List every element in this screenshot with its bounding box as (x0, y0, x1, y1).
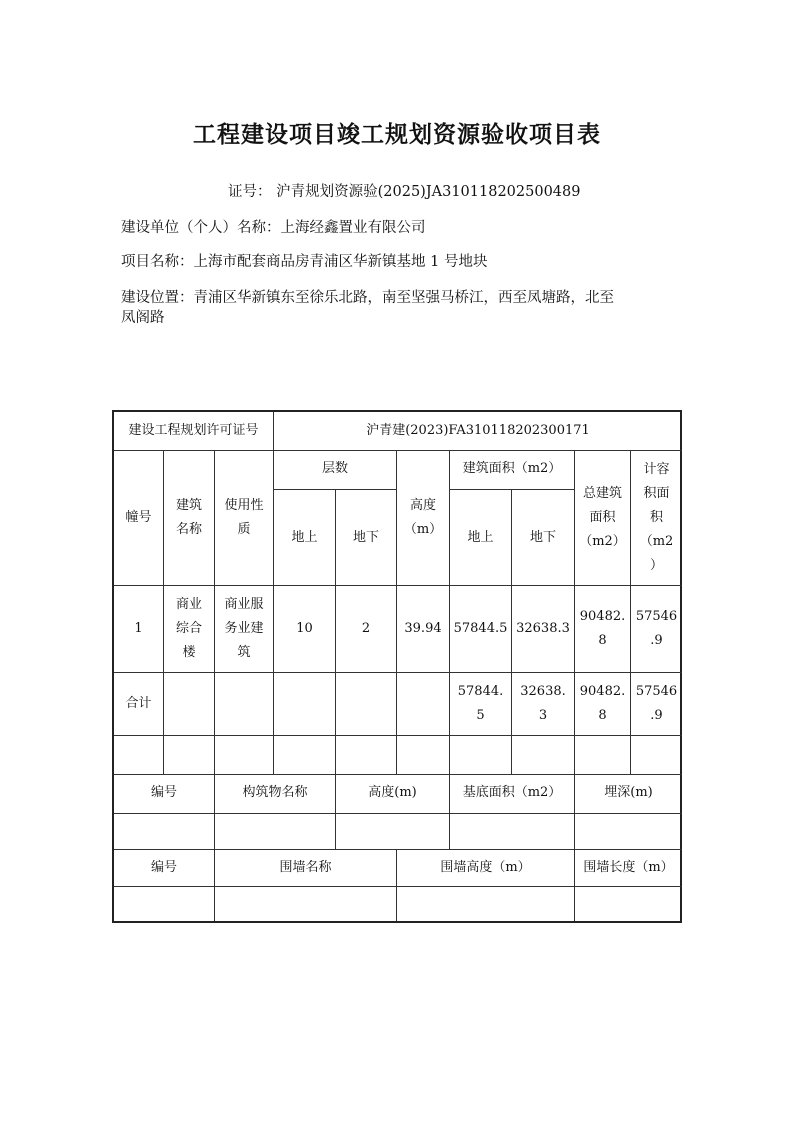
builder-name: 建设单位（个人）名称：上海经鑫置业有限公司 (121, 220, 426, 236)
row1-floors-below (336, 586, 397, 673)
structure-header-height-text: 高度(m) (368, 785, 417, 800)
blank-row-cell (274, 736, 336, 775)
structure-header-no (114, 775, 215, 814)
structure-header-name-text: 构筑物名称 (242, 785, 308, 800)
row1-total-area-text: 90482. 8 (579, 609, 626, 648)
row1-area-below (512, 586, 575, 673)
header-area-below (512, 490, 575, 586)
wall-header-length-text: 围墙长度（m） (583, 860, 674, 875)
permit-label: 建设工程规划许可证号 (128, 423, 259, 438)
wall-header-no-text: 编号 (150, 860, 177, 875)
permit-label-cell (114, 412, 274, 451)
row1-area-below-text: 32638.3 (516, 621, 570, 636)
header-floors-above (274, 490, 336, 586)
wall-header-height (397, 850, 575, 887)
wall-row-cell (397, 887, 575, 921)
header-total-area-text: 总建筑 面积 （m2） (579, 486, 626, 549)
header-floors-text: 层数 (321, 461, 348, 476)
blank-row-cell (215, 736, 274, 775)
wall-header-name (215, 850, 397, 887)
row1-far-area-text: 57546 .9 (635, 609, 678, 648)
location-line-2: 凤阁路 (121, 310, 165, 326)
row1-far-area (631, 586, 682, 673)
header-area-above (450, 490, 512, 586)
header-area-text: 建筑面积（m2） (462, 461, 562, 476)
row1-no-text: 1 (134, 621, 143, 636)
blank-row-cell (114, 736, 164, 775)
wall-header-name-text: 围墙名称 (279, 860, 332, 875)
blank-row-cell (336, 736, 397, 775)
blank-row-cell (450, 736, 512, 775)
total-empty-3 (274, 673, 336, 736)
header-floors-below-text: 地下 (352, 529, 379, 545)
blank-row-cell (164, 736, 215, 775)
permit-value: 沪青建(2023)FA310118202300171 (366, 423, 590, 438)
total-far-area (631, 673, 682, 736)
structure-header-no-text: 编号 (150, 785, 177, 800)
row1-floors-above (274, 586, 336, 673)
project-name: 项目名称：上海市配套商品房青浦区华新镇基地 1 号地块 (121, 254, 488, 270)
structure-row-cell (575, 814, 682, 850)
header-far-area (631, 451, 682, 586)
header-area-above-text: 地上 (467, 529, 494, 545)
row1-floors-below-text: 2 (361, 621, 371, 636)
header-floors-below (336, 490, 397, 586)
total-empty-4 (336, 673, 397, 736)
row1-use-text: 商业服 务业建 筑 (224, 597, 264, 660)
row1-height-text: 39.94 (404, 621, 442, 636)
header-area-below-text: 地下 (529, 529, 556, 545)
header-building-name (164, 451, 215, 586)
structure-header-depth-text: 埋深(m) (604, 785, 653, 800)
header-height-text: 高度 （m） (403, 498, 443, 537)
total-area-above (450, 673, 512, 736)
blank-row-cell (512, 736, 575, 775)
wall-row-cell (215, 887, 397, 921)
total-total-area-text: 90482. 8 (579, 684, 626, 723)
total-label-text: 合计 (125, 696, 152, 711)
structure-row-cell (336, 814, 450, 850)
wall-header-length (575, 850, 682, 887)
blank-row-cell (575, 736, 631, 775)
row1-area-above (450, 586, 512, 673)
total-empty-5 (397, 673, 450, 736)
wall-header-no (114, 850, 215, 887)
header-building-no (114, 451, 164, 586)
structure-header-base-area-text: 基底面积（m2） (462, 785, 562, 800)
wall-row-cell (575, 887, 682, 921)
blank-row-cell (397, 736, 450, 775)
total-label (114, 673, 164, 736)
total-far-area-text: 57546 .9 (635, 684, 678, 723)
structure-header-name (215, 775, 336, 814)
total-empty-1 (164, 673, 215, 736)
structure-row-cell (450, 814, 575, 850)
header-building-name-text: 建筑 名称 (175, 498, 202, 537)
total-area-below-text: 32638. 3 (520, 684, 566, 723)
header-total-area (575, 451, 631, 586)
wall-row-cell (114, 887, 215, 921)
header-height (397, 451, 450, 586)
total-area-below (512, 673, 575, 736)
certificate-number: 证号： 沪青规划资源验(2025)JA310118202500489 (228, 184, 581, 200)
blank-row-cell (631, 736, 682, 775)
total-total-area (575, 673, 631, 736)
header-building-no-text: 幢号 (125, 510, 152, 525)
total-empty-2 (215, 673, 274, 736)
header-floors-above-text: 地上 (291, 529, 318, 545)
row1-area-above-text: 57844.5 (453, 621, 508, 636)
permit-value-cell (274, 412, 682, 451)
row1-name-text: 商业 综合 楼 (175, 597, 202, 660)
structure-header-height (336, 775, 450, 814)
header-floors (274, 451, 397, 490)
row1-use (215, 586, 274, 673)
header-use (215, 451, 274, 586)
location-line-1: 建设位置：青浦区华新镇东至徐乐北路，南至坚强马桥江，西至凤塘路，北至 (121, 290, 614, 306)
structure-row-cell (114, 814, 215, 850)
acceptance-table (112, 410, 682, 923)
page-title: 工程建设项目竣工规划资源验收项目表 (193, 121, 601, 148)
header-use-text: 使用性 质 (224, 498, 264, 537)
row1-no (114, 586, 164, 673)
structure-header-depth (575, 775, 682, 814)
row1-total-area (575, 586, 631, 673)
header-area (450, 451, 575, 490)
structure-row-cell (215, 814, 336, 850)
row1-name (164, 586, 215, 673)
row1-height (397, 586, 450, 673)
total-area-above-text: 57844. 5 (457, 684, 504, 723)
row1-floors-above-text: 10 (296, 621, 313, 636)
wall-header-height-text: 围墙高度（m） (440, 860, 531, 875)
structure-header-base-area (450, 775, 575, 814)
header-far-area-text: 计容 积面 积 （m2 ） (639, 462, 674, 573)
